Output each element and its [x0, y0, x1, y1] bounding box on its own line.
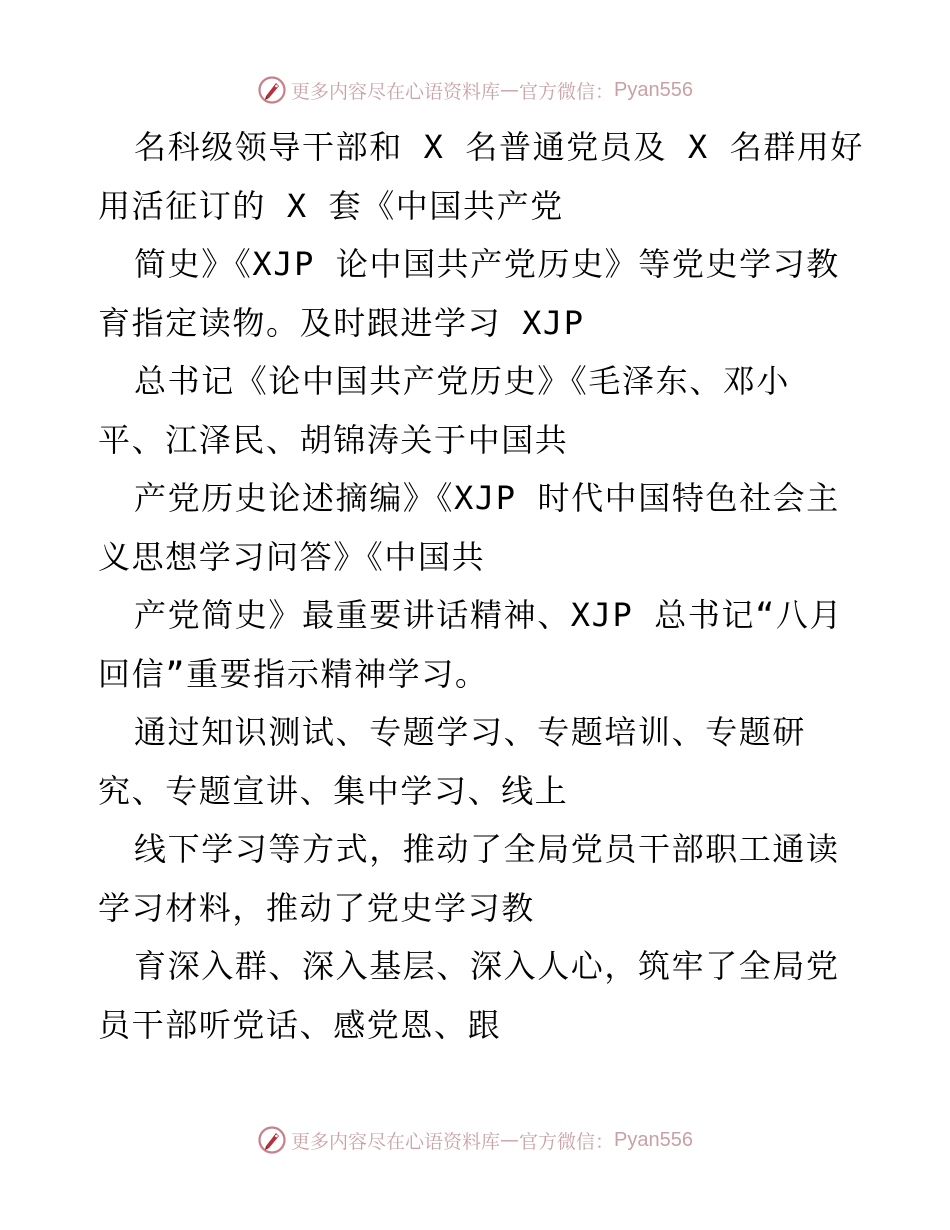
banner-text: 更多内容尽在心语资料库 [291, 80, 501, 103]
text-line: 育指定读物。及时跟进学习 XJP [98, 303, 585, 342]
document-body [98, 118, 868, 1054]
text-line: 简史》《XJP 论中国共产党历史》等党史学习教 [134, 245, 840, 283]
text-line: 通过知识测试、专题学习、专题培训、专题研 [134, 713, 807, 751]
text-line: 产党简史》最重要讲话精神、XJP 总书记“八月 [134, 596, 844, 634]
footer-banner [0, 1122, 950, 1158]
banner-wechat-id: Pyan556 [614, 1128, 693, 1151]
banner-separator: — [500, 1129, 520, 1151]
text-line: 回信”重要指示精神学习。 [98, 654, 489, 693]
text-line: 平、江泽民、胡锦涛关于中国共 [98, 420, 569, 459]
banner-wechat-id: Pyan556 [614, 78, 693, 101]
banner-text: 更多内容尽在心语资料库 [291, 1130, 501, 1153]
text-line: 产党历史论述摘编》《XJP 时代中国特色社会主 [134, 479, 840, 517]
text-line: 学习材料，推动了党史学习教 [98, 888, 535, 927]
banner-separator: — [500, 79, 520, 101]
banner-wechat-label: 官方微信： [519, 80, 615, 103]
pen-nib-logo-icon [257, 75, 287, 105]
text-line: 名科级领导干部和 X 名普通党员及 X 名群用好 [134, 128, 864, 166]
text-line: 用活征订的 X 套《中国共产党 [98, 186, 564, 225]
text-line: 育深入群、深入基层、深入人心，筑牢了全局党 [134, 947, 840, 985]
text-line: 义思想学习问答》《中国共 [98, 537, 486, 576]
text-line: 究、专题宣讲、集中学习、线上 [98, 771, 569, 810]
pen-nib-logo-icon [257, 1125, 287, 1155]
text-line: 员干部听党话、感党恩、跟 [98, 1005, 502, 1044]
text-line: 线下学习等方式，推动了全局党员干部职工通读 [134, 830, 840, 868]
header-banner [0, 72, 950, 108]
text-line: 总书记《论中国共产党历史》《毛泽东、邓小 [134, 362, 791, 400]
banner-wechat-label: 官方微信： [519, 1130, 615, 1153]
